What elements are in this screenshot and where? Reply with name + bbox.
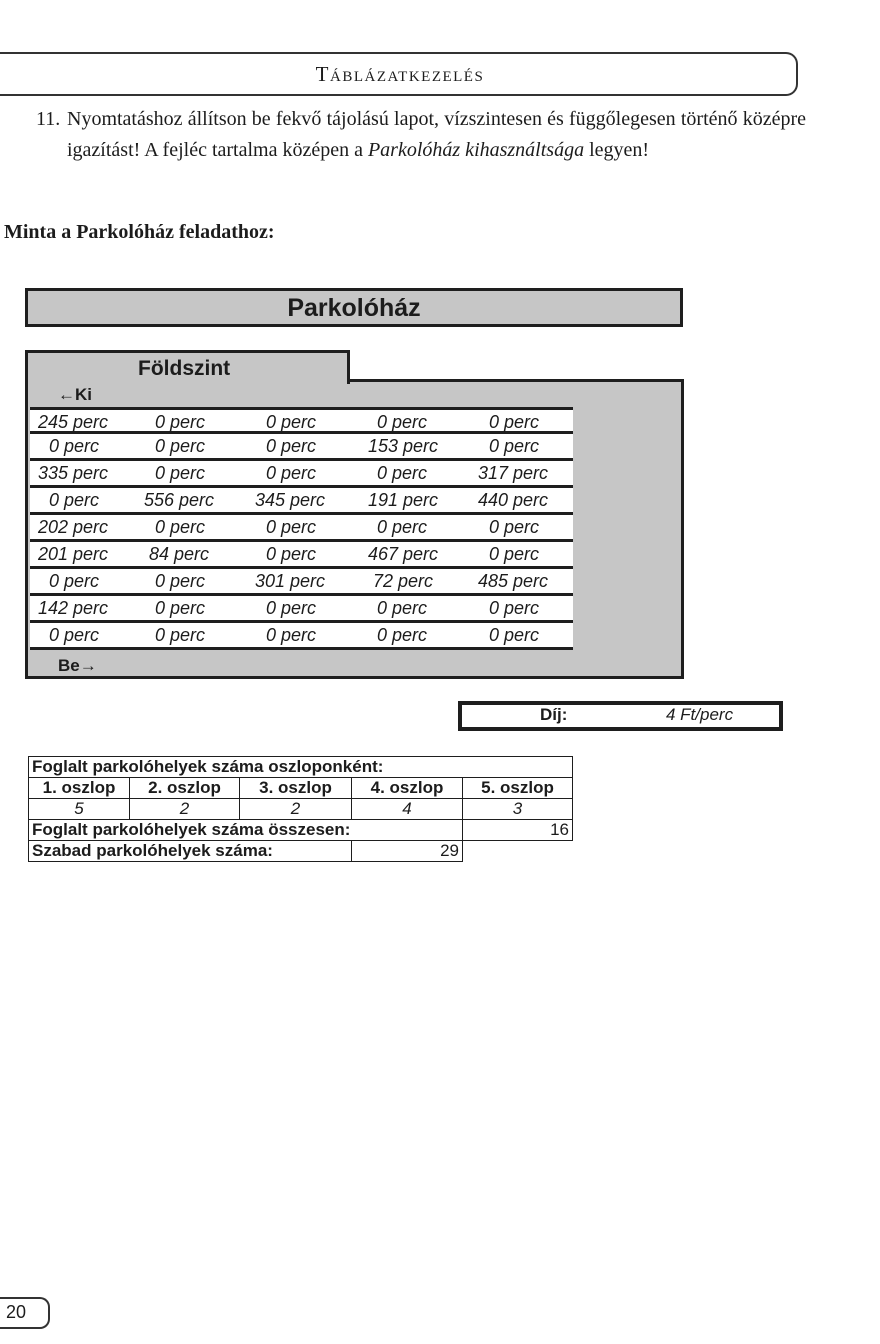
- grid-cell: 0 perc: [489, 412, 540, 432]
- grid-row: [30, 407, 573, 434]
- fee-value: 4 Ft/perc: [666, 705, 734, 724]
- grid-cell: 345 perc: [255, 490, 326, 510]
- summary-heading: Foglalt parkolóhelyek száma oszloponként:: [29, 757, 573, 778]
- grid-cell: 0 perc: [155, 436, 206, 456]
- grid-cell: 0 perc: [266, 436, 317, 456]
- grid-cell: 0 perc: [155, 412, 206, 432]
- grid-cell: 0 perc: [155, 571, 206, 591]
- task-number: 11.: [36, 108, 61, 130]
- grid-cell: 0 perc: [49, 490, 100, 510]
- fee-label: Díj:: [540, 705, 568, 724]
- parking-title: Parkolóház: [25, 288, 683, 327]
- grid-cell: 201 perc: [38, 544, 109, 564]
- grid-row: [30, 596, 573, 623]
- column-count: 5: [29, 799, 130, 820]
- grid-cell: 0 perc: [155, 517, 206, 537]
- free-label: Szabad parkolóhelyek száma:: [29, 841, 352, 862]
- grid-cell: 84 perc: [149, 544, 210, 564]
- task-text-part1: Nyomtatáshoz állítson be fekvő tájolású lapot, vízszintesen és függőlegesen történő középre igazítást! A fejléc tartalma középen a: [67, 108, 806, 161]
- grid-cell: 0 perc: [266, 625, 317, 645]
- column-count: 2: [130, 799, 240, 820]
- summary-heading-row: [29, 757, 573, 778]
- exit-label: ←Ki: [58, 385, 92, 404]
- page-number: 20: [6, 1302, 27, 1322]
- summary-columns-row: [29, 778, 573, 799]
- grid-cell: 0 perc: [155, 625, 206, 645]
- grid-cell: 245 perc: [38, 412, 109, 432]
- summary-table: [28, 756, 573, 862]
- grid-cell: 485 perc: [478, 571, 549, 591]
- grid-cell: 0 perc: [377, 598, 428, 618]
- grid-cell: 0 perc: [377, 517, 428, 537]
- free-value: 29: [352, 841, 463, 862]
- column-count: 4: [352, 799, 463, 820]
- grid-cell: 0 perc: [49, 625, 100, 645]
- task-text-part2: legyen!: [584, 139, 650, 161]
- column-header: 5. oszlop: [463, 778, 573, 799]
- grid-cell: 0 perc: [266, 544, 317, 564]
- grid-cell: 556 perc: [144, 490, 215, 510]
- task-text: [36, 104, 806, 166]
- grid-cell: 0 perc: [266, 517, 317, 537]
- grid-cell: 0 perc: [489, 598, 540, 618]
- grid-cell: 153 perc: [368, 436, 439, 456]
- grid-row: [30, 569, 573, 596]
- grid-cell: 301 perc: [255, 571, 326, 591]
- grid-cell: 0 perc: [489, 517, 540, 537]
- fee-box: [458, 701, 783, 731]
- grid-cell: 0 perc: [266, 412, 317, 432]
- column-header: 2. oszlop: [130, 778, 240, 799]
- grid-cell: 317 perc: [478, 463, 549, 483]
- parking-grid: [30, 407, 573, 650]
- grid-row: [30, 542, 573, 569]
- column-header: 1. oszlop: [29, 778, 130, 799]
- column-count: 2: [240, 799, 352, 820]
- grid-cell: 440 perc: [478, 490, 549, 510]
- column-count: 3: [463, 799, 573, 820]
- grid-cell: 0 perc: [155, 463, 206, 483]
- grid-cell: 0 perc: [49, 571, 100, 591]
- grid-cell: 467 perc: [368, 544, 439, 564]
- grid-cell: 0 perc: [377, 463, 428, 483]
- grid-row: [30, 623, 573, 650]
- sample-heading: Minta a Parkolóház feladathoz:: [4, 221, 275, 243]
- summary-total-row: [29, 820, 573, 841]
- grid-cell: 0 perc: [155, 598, 206, 618]
- summary-counts-row: [29, 799, 573, 820]
- empty-cell: [463, 841, 573, 862]
- grid-cell: 0 perc: [49, 436, 100, 456]
- task-text-italic: Parkolóház kihasználtsága: [367, 139, 585, 161]
- total-value: 16: [463, 820, 573, 841]
- grid-cell: 191 perc: [368, 490, 439, 510]
- grid-cell: 0 perc: [266, 463, 317, 483]
- grid-cell: 0 perc: [489, 544, 540, 564]
- grid-row: [30, 434, 573, 461]
- summary-free-row: [29, 841, 573, 862]
- entry-label: Be→: [58, 656, 97, 675]
- grid-row: [30, 488, 573, 515]
- grid-row: [30, 515, 573, 542]
- grid-cell: 0 perc: [377, 412, 428, 432]
- grid-row: [30, 461, 573, 488]
- floor-tab: Földszint: [25, 350, 350, 384]
- column-header: 3. oszlop: [240, 778, 352, 799]
- total-label: Foglalt parkolóhelyek száma összesen:: [29, 820, 463, 841]
- chapter-title: Táblázatkezelés: [315, 62, 485, 86]
- grid-cell: 335 perc: [38, 463, 109, 483]
- grid-cell: 0 perc: [266, 598, 317, 618]
- task-11: [36, 104, 806, 166]
- grid-cell: 142 perc: [38, 598, 109, 618]
- grid-cell: 0 perc: [489, 625, 540, 645]
- grid-cell: 0 perc: [489, 436, 540, 456]
- grid-cell: 72 perc: [373, 571, 434, 591]
- grid-cell: 0 perc: [377, 625, 428, 645]
- grid-cell: 202 perc: [38, 517, 109, 537]
- column-header: 4. oszlop: [352, 778, 463, 799]
